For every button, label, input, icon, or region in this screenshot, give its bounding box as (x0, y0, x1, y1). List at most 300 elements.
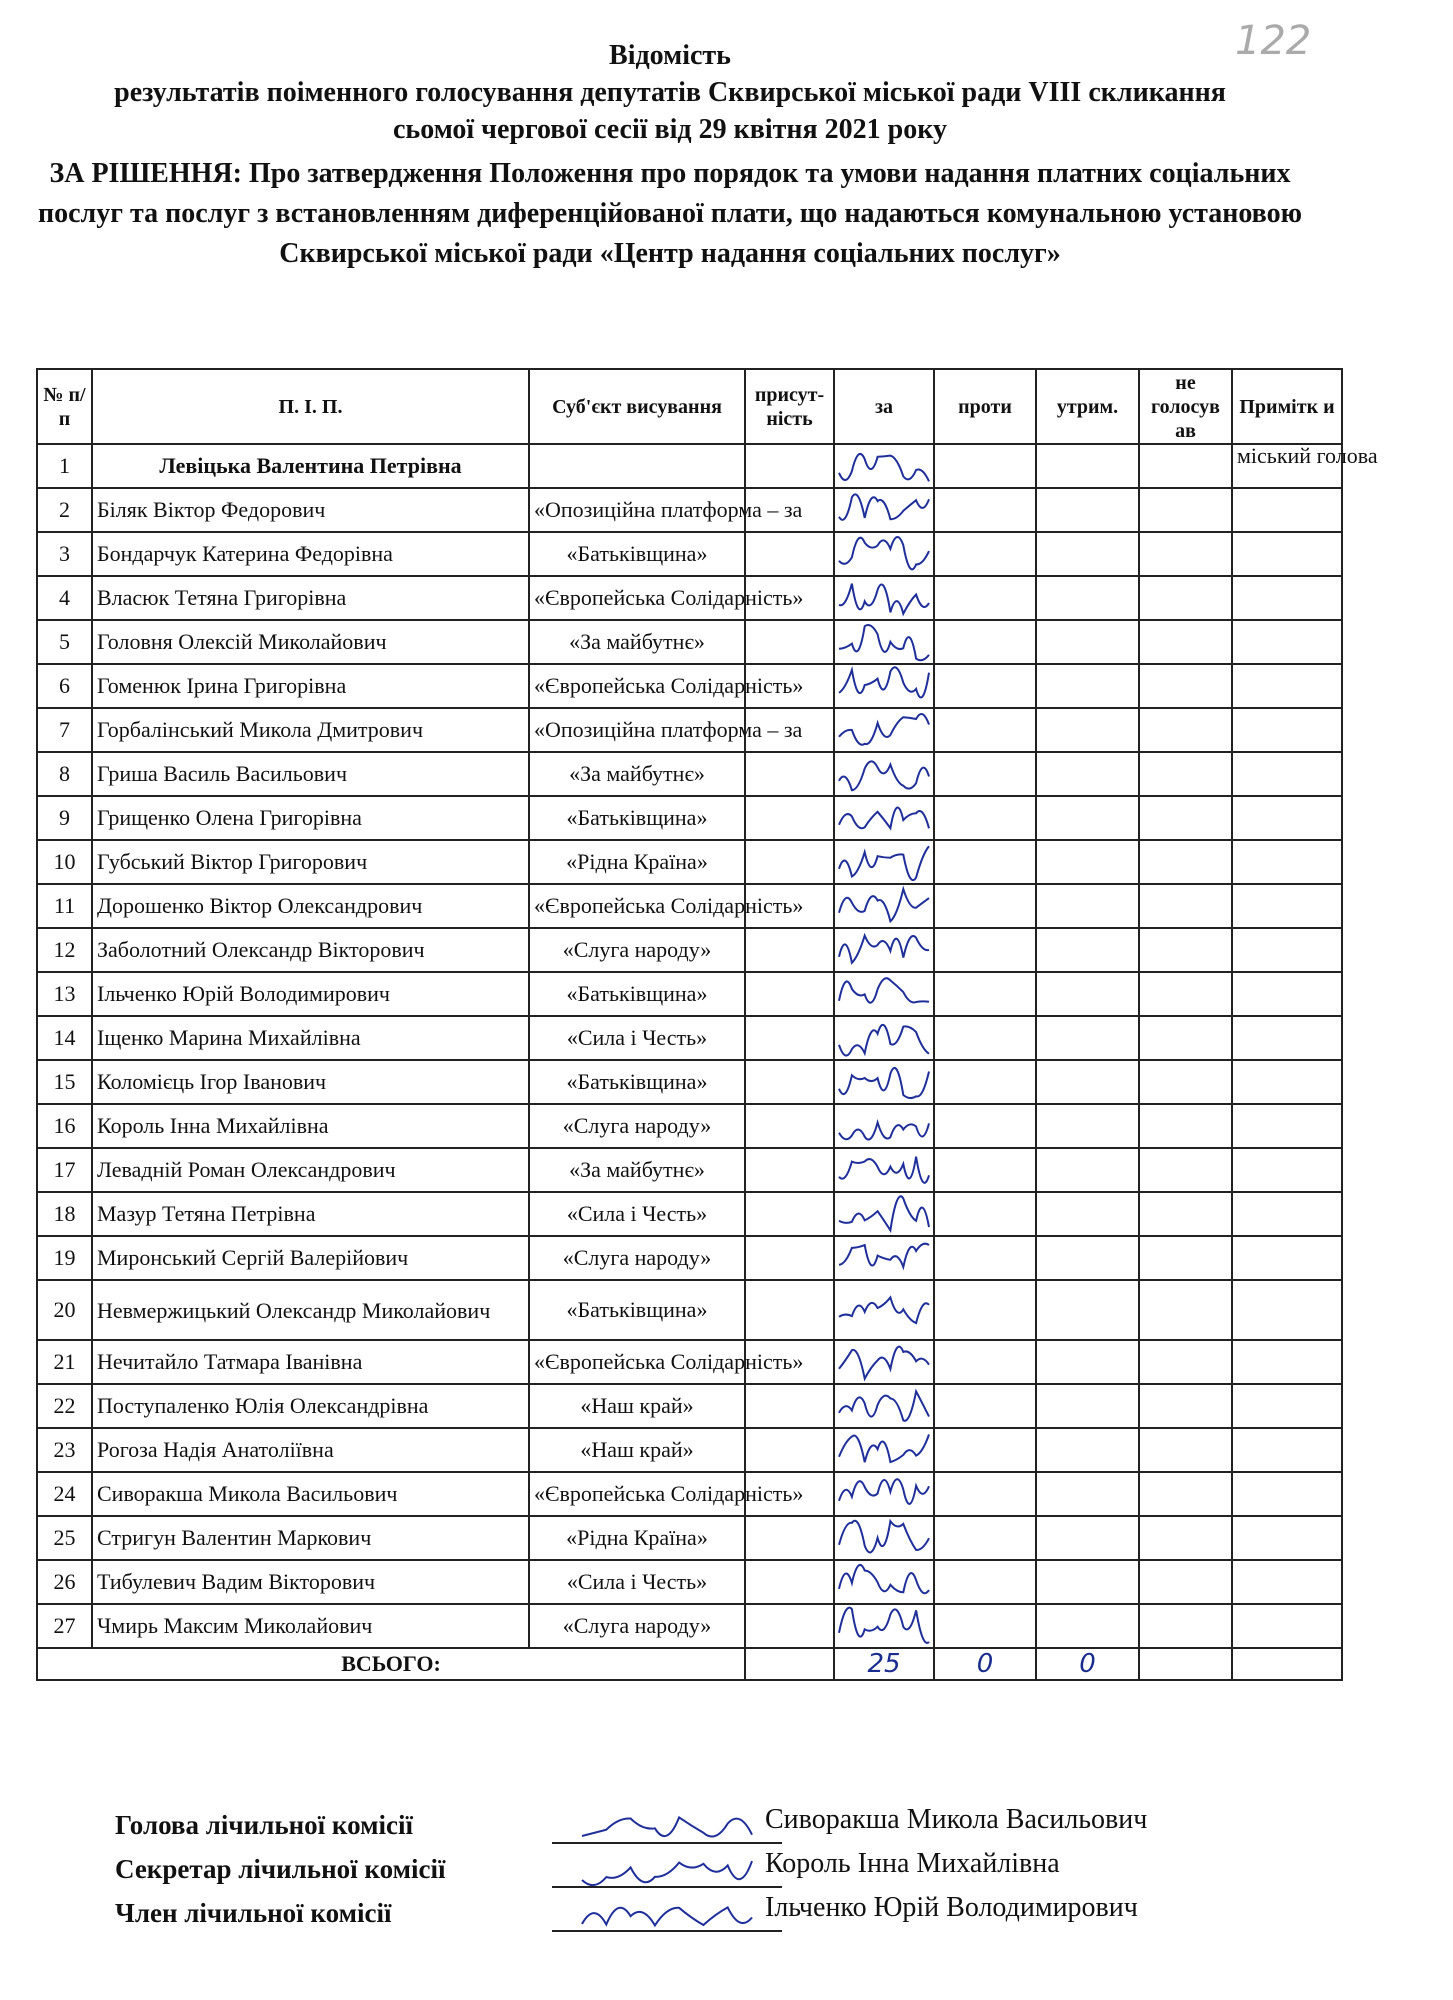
vote-abstain-cell (1036, 928, 1139, 972)
vote-abstain-cell (1036, 1060, 1139, 1104)
vote-against-cell (934, 1192, 1036, 1236)
vote-against-cell (934, 840, 1036, 884)
presence-cell (745, 1060, 834, 1104)
vote-for-cell (834, 1384, 934, 1428)
row-number: 27 (37, 1604, 92, 1648)
row-number: 26 (37, 1560, 92, 1604)
row-number: 8 (37, 752, 92, 796)
deputy-name: Рогоза Надія Анатоліївна (92, 1428, 529, 1472)
deputy-name: Тибулевич Вадим Вікторович (92, 1560, 529, 1604)
deputy-name: Гриша Василь Васильович (92, 752, 529, 796)
vote-for-cell (834, 1104, 934, 1148)
presence-cell (745, 1192, 834, 1236)
party-name: «Сила і Честь» (529, 1560, 745, 1604)
commission-chair (115, 1804, 1315, 1854)
not-voted-cell (1139, 884, 1232, 928)
row-number: 23 (37, 1428, 92, 1472)
table-row (37, 1428, 1342, 1472)
not-voted-cell (1139, 1340, 1232, 1384)
not-voted-cell (1139, 488, 1232, 532)
party-name: «За майбутнє» (529, 1148, 745, 1192)
vote-abstain-cell (1036, 444, 1139, 488)
commission-member-name: Сиворакша Микола Васильович (765, 1804, 1148, 1835)
row-number: 10 (37, 840, 92, 884)
vote-for-cell (834, 1340, 934, 1384)
document-title: Відомість (609, 40, 731, 71)
note-cell (1232, 1104, 1342, 1148)
signature-line (552, 1930, 782, 1932)
table-row (37, 884, 1342, 928)
table-row (37, 928, 1342, 972)
note-cell (1232, 1280, 1342, 1340)
vote-abstain-cell (1036, 1472, 1139, 1516)
vote-for-cell (834, 532, 934, 576)
commission-member-name: Ільченко Юрій Володимирович (765, 1892, 1138, 1923)
vote-for-cell (834, 620, 934, 664)
vote-against-cell (934, 1104, 1036, 1148)
party-name: «Батьківщина» (529, 796, 745, 840)
row-number: 5 (37, 620, 92, 664)
row-number: 12 (37, 928, 92, 972)
vote-for-cell (834, 840, 934, 884)
not-voted-cell (1139, 620, 1232, 664)
party-name: «За майбутнє» (529, 620, 745, 664)
note-cell (1232, 708, 1342, 752)
not-voted-cell (1139, 1016, 1232, 1060)
table-row (37, 1604, 1342, 1648)
deputy-name: Губський Віктор Григорович (92, 840, 529, 884)
table-row (37, 708, 1342, 752)
total-against: 0 (934, 1648, 1036, 1680)
commission-member (115, 1892, 1315, 1942)
party-name: «Слуга народу» (529, 1104, 745, 1148)
row-number: 1 (37, 444, 92, 488)
vote-abstain-cell (1036, 1604, 1139, 1648)
table-row (37, 1472, 1342, 1516)
note-cell (1232, 1516, 1342, 1560)
vote-against-cell (934, 796, 1036, 840)
vote-abstain-cell (1036, 664, 1139, 708)
not-voted-cell (1139, 1104, 1232, 1148)
row-number: 14 (37, 1016, 92, 1060)
vote-abstain-cell (1036, 1428, 1139, 1472)
deputy-name: Головня Олексій Миколайович (92, 620, 529, 664)
party-name: «Наш край» (529, 1428, 745, 1472)
party-name: «Слуга народу» (529, 1604, 745, 1648)
table-row (37, 1236, 1342, 1280)
vote-against-cell (934, 1516, 1036, 1560)
col-notes: Примітк и (1232, 369, 1342, 444)
note-cell (1232, 928, 1342, 972)
deputy-name: Горбалінський Микола Дмитрович (92, 708, 529, 752)
deputy-name: Біляк Віктор Федорович (92, 488, 529, 532)
note-cell (1232, 1192, 1342, 1236)
vote-abstain-cell (1036, 1516, 1139, 1560)
vote-for-cell (834, 708, 934, 752)
vote-abstain-cell (1036, 972, 1139, 1016)
not-voted-cell (1139, 576, 1232, 620)
total-presence (745, 1648, 834, 1680)
presence-cell (745, 1428, 834, 1472)
table-row (37, 488, 1342, 532)
not-voted-cell (1139, 752, 1232, 796)
table-row (37, 840, 1342, 884)
table-row (37, 532, 1342, 576)
table-row (37, 1060, 1342, 1104)
table-row (37, 1016, 1342, 1060)
total-for: 25 (834, 1648, 934, 1680)
vote-abstain-cell (1036, 708, 1139, 752)
vote-against-cell (934, 620, 1036, 664)
deputy-name: Чмирь Максим Миколайович (92, 1604, 529, 1648)
total-not-voted (1139, 1648, 1232, 1680)
col-abstain: утрим. (1036, 369, 1139, 444)
note-cell (1232, 532, 1342, 576)
party-name: «Європейська Солідарність» (529, 1472, 745, 1516)
presence-cell (745, 928, 834, 972)
row-number: 6 (37, 664, 92, 708)
deputy-name: Власюк Тетяна Григорівна (92, 576, 529, 620)
commission-role: Секретар лічильної комісії (115, 1854, 446, 1884)
not-voted-cell (1139, 1428, 1232, 1472)
party-name: «Європейська Солідарність» (529, 1340, 745, 1384)
vote-abstain-cell (1036, 1384, 1139, 1428)
party-name: «Батьківщина» (529, 532, 745, 576)
row-number: 15 (37, 1060, 92, 1104)
vote-against-cell (934, 1604, 1036, 1648)
row-number: 17 (37, 1148, 92, 1192)
col-against: проти (934, 369, 1036, 444)
party-name: «Європейська Солідарність» (529, 884, 745, 928)
vote-against-cell (934, 1236, 1036, 1280)
vote-abstain-cell (1036, 1236, 1139, 1280)
deputy-name: Невмержицький Олександр Миколайович (92, 1280, 529, 1340)
presence-cell (745, 1104, 834, 1148)
table-row (37, 664, 1342, 708)
vote-abstain-cell (1036, 1104, 1139, 1148)
note-cell (1232, 1560, 1342, 1604)
total-notes (1232, 1648, 1342, 1680)
presence-cell (745, 1604, 834, 1648)
vote-for-cell (834, 752, 934, 796)
presence-cell (745, 532, 834, 576)
vote-for-cell (834, 1560, 934, 1604)
row-number: 16 (37, 1104, 92, 1148)
note-cell (1232, 620, 1342, 664)
col-number: № п/п (37, 369, 92, 444)
row-number: 24 (37, 1472, 92, 1516)
vote-abstain-cell (1036, 884, 1139, 928)
deputy-name: Мазур Тетяна Петрівна (92, 1192, 529, 1236)
vote-for-cell (834, 1016, 934, 1060)
presence-cell (745, 1236, 834, 1280)
vote-for-cell (834, 928, 934, 972)
note-cell (1232, 884, 1342, 928)
deputy-name: Король Інна Михайлівна (92, 1104, 529, 1148)
vote-against-cell (934, 1060, 1036, 1104)
vote-against-cell (934, 444, 1036, 488)
party-name: «Рідна Країна» (529, 840, 745, 884)
note-cell (1232, 1060, 1342, 1104)
not-voted-cell (1139, 928, 1232, 972)
deputy-name: Нечитайло Татмара Іванівна (92, 1340, 529, 1384)
vote-against-cell (934, 1340, 1036, 1384)
row-number: 3 (37, 532, 92, 576)
deputy-name: Левіцька Валентина Петрівна (92, 444, 529, 488)
note-cell (1232, 1340, 1342, 1384)
presence-cell (745, 1016, 834, 1060)
total-row (37, 1648, 1342, 1680)
vote-for-cell (834, 796, 934, 840)
party-name: «Опозиційна платформа – за (529, 708, 745, 752)
table-row (37, 1384, 1342, 1428)
vote-against-cell (934, 1428, 1036, 1472)
row-number: 7 (37, 708, 92, 752)
table-row (37, 444, 1342, 488)
table-row (37, 796, 1342, 840)
deputy-name: Сиворакша Микола Васильович (92, 1472, 529, 1516)
note-cell (1232, 488, 1342, 532)
commission-member-name: Король Інна Михайлівна (765, 1848, 1060, 1879)
vote-against-cell (934, 708, 1036, 752)
note-cell (1232, 1016, 1342, 1060)
vote-for-cell (834, 1192, 934, 1236)
not-voted-cell (1139, 1236, 1232, 1280)
vote-abstain-cell (1036, 620, 1139, 664)
deputy-name: Стригун Валентин Маркович (92, 1516, 529, 1560)
deputy-name: Гоменюк Ірина Григорівна (92, 664, 529, 708)
row-number: 19 (37, 1236, 92, 1280)
deputy-name: Дорошенко Віктор Олександрович (92, 884, 529, 928)
note-cell (1232, 972, 1342, 1016)
not-voted-cell (1139, 532, 1232, 576)
voting-table (36, 368, 1378, 1681)
not-voted-cell (1139, 1516, 1232, 1560)
vote-for-cell (834, 1428, 934, 1472)
row-number: 25 (37, 1516, 92, 1560)
vote-abstain-cell (1036, 796, 1139, 840)
party-name: «Слуга народу» (529, 928, 745, 972)
party-name: «Європейська Солідарність» (529, 664, 745, 708)
presence-cell (745, 1516, 834, 1560)
deputy-name: Коломієць Ігор Іванович (92, 1060, 529, 1104)
deputy-name: Грищенко Олена Григорівна (92, 796, 529, 840)
not-voted-cell (1139, 972, 1232, 1016)
presence-cell (745, 1280, 834, 1340)
party-name: «Сила і Честь» (529, 1192, 745, 1236)
vote-for-cell (834, 488, 934, 532)
note-cell (1232, 1148, 1342, 1192)
party-name: «Батьківщина» (529, 1060, 745, 1104)
party-name: «Наш край» (529, 1384, 745, 1428)
row-number: 13 (37, 972, 92, 1016)
vote-abstain-cell (1036, 1148, 1139, 1192)
table-row (37, 752, 1342, 796)
party-name: «Слуга народу» (529, 1236, 745, 1280)
total-abstain: 0 (1036, 1648, 1139, 1680)
note-cell (1232, 664, 1342, 708)
not-voted-cell (1139, 444, 1232, 488)
party-name: «Батьківщина» (529, 1280, 745, 1340)
presence-cell (745, 1560, 834, 1604)
note-cell (1232, 1384, 1342, 1428)
note-cell (1232, 752, 1342, 796)
note-cell (1232, 840, 1342, 884)
page-number: 122 (1235, 18, 1312, 64)
vote-for-cell (834, 884, 934, 928)
table-row (37, 1148, 1342, 1192)
presence-cell (745, 752, 834, 796)
counting-commission (115, 1804, 1315, 1942)
deputy-name: Ільченко Юрій Володимирович (92, 972, 529, 1016)
presence-cell (745, 972, 834, 1016)
party-name: «За майбутнє» (529, 752, 745, 796)
signature-line (552, 1886, 782, 1888)
not-voted-cell (1139, 1192, 1232, 1236)
col-not-voted: не голосув ав (1139, 369, 1232, 444)
vote-for-cell (834, 1516, 934, 1560)
party-name: «Європейська Солідарність» (529, 576, 745, 620)
table-row (37, 1560, 1342, 1604)
col-name: П. І. П. (92, 369, 529, 444)
deputy-name: Поступаленко Юлія Олександрівна (92, 1384, 529, 1428)
deputy-name: Заболотний Олександр Вікторович (92, 928, 529, 972)
vote-against-cell (934, 752, 1036, 796)
table-row (37, 1280, 1342, 1340)
vote-abstain-cell (1036, 1280, 1139, 1340)
vote-against-cell (934, 884, 1036, 928)
vote-abstain-cell (1036, 752, 1139, 796)
vote-for-cell (834, 444, 934, 488)
vote-abstain-cell (1036, 840, 1139, 884)
vote-abstain-cell (1036, 576, 1139, 620)
not-voted-cell (1139, 1560, 1232, 1604)
total-label: ВСЬОГО: (37, 1648, 745, 1680)
not-voted-cell (1139, 664, 1232, 708)
party-name: «Сила і Честь» (529, 1016, 745, 1060)
vote-for-cell (834, 1604, 934, 1648)
table-row (37, 576, 1342, 620)
party-name: «Рідна Країна» (529, 1516, 745, 1560)
row-number: 20 (37, 1280, 92, 1340)
col-presence: присут-ність (745, 369, 834, 444)
not-voted-cell (1139, 1604, 1232, 1648)
col-party: Суб'єкт висування (529, 369, 745, 444)
deputy-name: Миронський Сергій Валерійович (92, 1236, 529, 1280)
session-date: сьомої чергової сесії від 29 квітня 2021 року (393, 114, 947, 145)
deputy-name: Бондарчук Катерина Федорівна (92, 532, 529, 576)
commission-role: Член лічильної комісії (115, 1898, 392, 1928)
vote-against-cell (934, 972, 1036, 1016)
deputy-name: Левадній Роман Олександрович (92, 1148, 529, 1192)
table-row (37, 1340, 1342, 1384)
vote-for-cell (834, 1236, 934, 1280)
vote-against-cell (934, 1384, 1036, 1428)
note-cell (1232, 1236, 1342, 1280)
deputy-name: Іщенко Марина Михайлівна (92, 1016, 529, 1060)
row-number: 11 (37, 884, 92, 928)
presence-cell (745, 1148, 834, 1192)
vote-abstain-cell (1036, 1340, 1139, 1384)
not-voted-cell (1139, 708, 1232, 752)
presence-cell (745, 840, 834, 884)
vote-against-cell (934, 1148, 1036, 1192)
vote-against-cell (934, 1560, 1036, 1604)
presence-cell (745, 620, 834, 664)
note-cell (1232, 796, 1342, 840)
note-cell: міський голова (1232, 444, 1342, 488)
row-number: 9 (37, 796, 92, 840)
note-cell (1232, 1472, 1342, 1516)
vote-against-cell (934, 1016, 1036, 1060)
vote-for-cell (834, 1472, 934, 1516)
row-number: 18 (37, 1192, 92, 1236)
presence-cell (745, 1384, 834, 1428)
table-row (37, 1192, 1342, 1236)
vote-for-cell (834, 972, 934, 1016)
vote-against-cell (934, 1280, 1036, 1340)
signature-line (552, 1842, 782, 1844)
table-row (37, 620, 1342, 664)
not-voted-cell (1139, 1384, 1232, 1428)
vote-abstain-cell (1036, 1192, 1139, 1236)
vote-for-cell (834, 576, 934, 620)
vote-against-cell (934, 664, 1036, 708)
row-number: 4 (37, 576, 92, 620)
decision-text: ЗА РІШЕННЯ: Про затвердження Положення про порядок та умови надання платних соціальних послуг та послуг з встановленням диференційованої плати, що надаються комунальною установою Сквирської міської ради «Центр надання соціальних послуг» (38, 158, 1302, 269)
not-voted-cell (1139, 1280, 1232, 1340)
not-voted-cell (1139, 1148, 1232, 1192)
vote-abstain-cell (1036, 1016, 1139, 1060)
table-row (37, 1516, 1342, 1560)
not-voted-cell (1139, 1472, 1232, 1516)
vote-for-cell (834, 1280, 934, 1340)
not-voted-cell (1139, 840, 1232, 884)
not-voted-cell (1139, 1060, 1232, 1104)
note-cell (1232, 1428, 1342, 1472)
document-subtitle: результатів поіменного голосування депутатів Сквирської міської ради VIII скликання (114, 77, 1226, 108)
party-name: «Батьківщина» (529, 972, 745, 1016)
col-for: за (834, 369, 934, 444)
note-cell (1232, 1604, 1342, 1648)
vote-abstain-cell (1036, 1560, 1139, 1604)
row-number: 2 (37, 488, 92, 532)
row-number: 22 (37, 1384, 92, 1428)
not-voted-cell (1139, 796, 1232, 840)
table-header-row (37, 369, 1342, 444)
vote-for-cell (834, 1148, 934, 1192)
presence-cell (745, 444, 834, 488)
vote-for-cell (834, 1060, 934, 1104)
vote-against-cell (934, 1472, 1036, 1516)
table-row (37, 1104, 1342, 1148)
vote-against-cell (934, 532, 1036, 576)
vote-against-cell (934, 928, 1036, 972)
note-cell (1232, 576, 1342, 620)
vote-against-cell (934, 488, 1036, 532)
party-name: «Опозиційна платформа – за (529, 488, 745, 532)
commission-role: Голова лічильної комісії (115, 1810, 413, 1840)
document-header (30, 38, 1310, 274)
presence-cell (745, 796, 834, 840)
vote-abstain-cell (1036, 532, 1139, 576)
table-row (37, 972, 1342, 1016)
party-name (529, 444, 745, 488)
row-number: 21 (37, 1340, 92, 1384)
vote-for-cell (834, 664, 934, 708)
vote-abstain-cell (1036, 488, 1139, 532)
vote-against-cell (934, 576, 1036, 620)
